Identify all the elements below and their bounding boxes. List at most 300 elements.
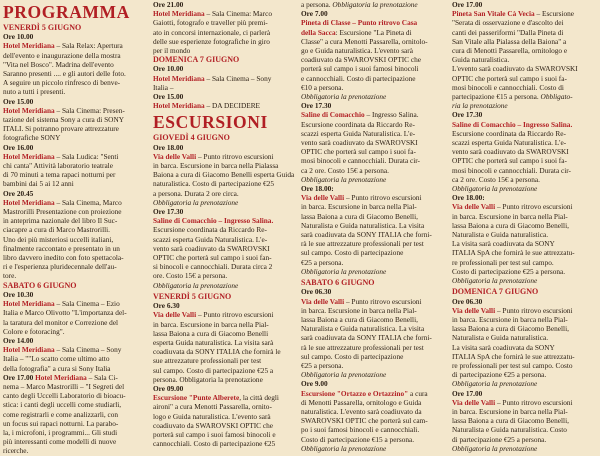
text-line <box>153 402 295 411</box>
line-text: libro davvero inedito con foto spettacola- <box>3 253 124 263</box>
line-text: mosi binocoli e cannocchiali. Costo di <box>452 82 564 92</box>
text-line <box>452 306 598 315</box>
line-text: GIOVEDÌ 4 GIUGNO <box>153 133 230 143</box>
line-text: ITALIA SpA che fornirà le sue attrezzatu- <box>452 351 575 361</box>
line-text: OPTIC che porterà sul campo i suoi fa- <box>452 156 567 166</box>
line-text: vento sarà coadiuvato da SWAROVSKI <box>153 243 270 253</box>
venue-name: Hotel Meridiana <box>153 101 205 111</box>
text-line <box>3 87 149 96</box>
text-line <box>301 0 448 9</box>
line-text: – Punto ritrovo escursioni <box>495 202 573 212</box>
line-text: Naturalista e Guida naturalistica. La visita <box>301 220 425 230</box>
booking-note: Obbligatoria la prenotazione <box>301 266 387 276</box>
text-line <box>3 115 149 124</box>
text-line <box>301 297 448 306</box>
text-line <box>301 343 448 352</box>
text-line <box>301 315 448 324</box>
line-text: delle sue esperienze fotografiche in giro <box>153 36 270 46</box>
venue-name: Saline di Comacchio <box>301 110 365 120</box>
line-text: – Sala Relax: Apertura <box>54 41 123 51</box>
line-text: cannocchiali. Costo di partecipazione €25 <box>153 439 276 449</box>
day-heading <box>301 278 448 287</box>
line-text: San Vitale alla Pialassa della Baiona" a <box>452 36 567 46</box>
day-heading <box>153 55 295 64</box>
text-line <box>153 18 295 27</box>
booking-note: Obbligatoria la prenotazione <box>452 276 538 286</box>
text-line <box>301 28 448 37</box>
event-time: Ore 10.00 <box>3 32 34 42</box>
line-text: – Punto ritrovo escursioni <box>344 193 422 203</box>
line-text: – Sala Ci- <box>86 372 118 382</box>
event-time: Ore 17.30 <box>301 101 332 111</box>
line-text: – Sala Cinema, Marco <box>54 197 122 207</box>
line-text: sue attrezzature professionali per test <box>153 356 262 366</box>
line-text: lassa Baiona a cura di Giacomo Benelli, <box>452 324 569 334</box>
event-time: Ore 17.30 <box>153 207 184 217</box>
line-text: – Sala Cinema – Sony <box>54 345 122 355</box>
line-text: in barca. Escursione in barca nella Pial- <box>452 406 568 416</box>
text-line <box>3 106 149 115</box>
text-line <box>301 370 448 379</box>
text-line <box>153 225 295 234</box>
text-line <box>3 253 149 262</box>
text-line <box>153 9 295 18</box>
text-line <box>301 248 448 257</box>
text-line <box>452 28 598 37</box>
text-line <box>452 379 598 388</box>
booking-note: Obbligatoria la prenotazione <box>153 280 239 290</box>
line-text: Costo di partecipazione €25 a persona. <box>452 266 566 276</box>
text-line <box>301 425 448 434</box>
venue-name: Via delle Valli <box>452 202 496 212</box>
text-line <box>452 435 598 444</box>
text-line <box>3 327 149 336</box>
line-text: L'evento sarà coadiuvato da SWAROVSKI <box>452 64 578 74</box>
line-text: OPTIC che porterà sul campo i suoi fa- <box>301 147 416 157</box>
booking-note: Obbligatoria la prenotazione <box>452 184 538 194</box>
line-text: chi canta" Attività laboratorio teatrale <box>3 161 113 171</box>
line-text: DOMENICA 7 GIUGNO <box>452 287 539 297</box>
line-text: lassa Baiona a cura di Giacomo Benelli, <box>301 211 418 221</box>
line-text: logo e Guida naturalistica. L'evento sarà <box>153 411 271 421</box>
text-line <box>301 147 448 156</box>
line-text: Mastrorilli Presentazione con proiezione <box>3 207 122 217</box>
text-line <box>452 37 598 46</box>
text-line <box>153 262 295 271</box>
line-text: Italia e Marco Olivotto "L'importanza del- <box>3 308 127 318</box>
text-line <box>153 207 295 216</box>
text-line <box>452 297 598 306</box>
text-line <box>3 373 149 382</box>
venue-name: Escursione "Ortazzo e Ortazzino" <box>301 388 409 398</box>
line-text: fotografiche SONY <box>3 133 61 143</box>
text-line <box>3 225 149 234</box>
line-text: come registrarli e come analizzarli, con <box>3 409 119 419</box>
line-text: ca 2 ore. Costo 15€ a persona. <box>301 165 389 175</box>
line-text: persona. Obbligatoria la prenotazione <box>153 374 263 384</box>
text-line <box>301 258 448 267</box>
text-line <box>153 430 295 439</box>
line-text: Classe" a cura Menotti Passarella, ornitolo- <box>301 36 428 46</box>
line-text: SABATO 6 GIUGNO <box>301 278 375 288</box>
line-text: SWAROVSKI OPTIC che porterà sul cam- <box>301 416 428 426</box>
line-text: €25 a persona. <box>301 360 344 370</box>
text-line <box>153 74 295 83</box>
line-text: a persona. <box>301 0 333 9</box>
line-text: Naturalista e Guida naturalistica. <box>452 333 549 343</box>
line-text: Baiona a cura di Giacomo Benelli esperta Guida <box>153 170 295 180</box>
text-line <box>452 352 598 361</box>
venue-name: Hotel Meridiana <box>3 151 55 161</box>
line-text: – DA DECIDERE <box>204 101 261 111</box>
text-line <box>153 375 295 384</box>
text-line <box>153 310 295 319</box>
line-text: finalmente raccontato e presentato in un <box>3 243 120 253</box>
line-text: – Sala Cinema: Marco <box>204 9 272 19</box>
text-line <box>301 83 448 92</box>
text-line <box>301 166 448 175</box>
text-line <box>3 60 149 69</box>
text-line <box>153 281 295 290</box>
text-line <box>301 379 448 388</box>
text-line <box>452 175 598 184</box>
line-text: coadiuvato da SWAROVSKI OPTIC che <box>301 55 421 65</box>
text-line <box>3 161 149 170</box>
text-line <box>153 161 295 170</box>
line-text: la taratura del monitor e Correzione del <box>3 317 119 327</box>
venue-name: Saline di Comacchio – Ingresso Salina. <box>153 216 274 226</box>
text-line <box>452 361 598 370</box>
booking-note: Obbligatoria la prenotazione <box>301 443 387 453</box>
line-text: esperta Guida naturalistica. La visita sarà <box>153 337 274 347</box>
text-line <box>153 271 295 280</box>
text-line <box>3 32 149 41</box>
text-line <box>153 347 295 356</box>
line-text: ricerche. <box>3 446 29 456</box>
text-line <box>452 333 598 342</box>
text-line <box>452 74 598 83</box>
booking-note: Obbligatoria la prenotazione <box>153 197 239 207</box>
text-line <box>301 37 448 46</box>
event-time: Ore 15.00 <box>3 96 34 106</box>
text-line <box>452 324 598 333</box>
line-text: di Menotti Passarella, ornitologo e Guida <box>301 397 422 407</box>
line-text: mosi binocoli e cannocchiali. Durata cir- <box>301 156 420 166</box>
line-text: canto degli Uccelli Laboratorio di bioacu- <box>3 391 126 401</box>
text-line <box>452 343 598 352</box>
line-text: in barca. Escursione in barca nella Pial- <box>301 305 417 315</box>
text-line <box>3 437 149 446</box>
line-text: vento sarà coadiuvato da SWAROVSKI <box>452 147 569 157</box>
line-text: coadiuvata da SONY ITALIA che fornirà le <box>153 347 281 357</box>
line-text: Escursione coordinata da Riccardo Re- <box>452 128 566 138</box>
text-line <box>3 262 149 271</box>
text-line <box>3 207 149 216</box>
text-line <box>452 276 598 285</box>
event-time: Ore 06.30 <box>301 287 332 297</box>
text-line <box>452 258 598 267</box>
line-text: dell'evento e inaugurazione della mostra <box>3 50 121 60</box>
text-line <box>3 124 149 133</box>
text-line <box>452 425 598 434</box>
text-line <box>3 244 149 253</box>
section-title-escursioni: ESCURSIONI <box>153 112 268 133</box>
line-text: "Vita nel Bosco". Madrina dell'evento <box>3 59 114 69</box>
text-line <box>3 410 149 419</box>
text-line <box>452 202 598 211</box>
line-text: vento sarà coadiuvato da SWAROVSKI <box>301 138 418 148</box>
column-escursioni <box>153 0 295 448</box>
text-line <box>153 46 295 55</box>
line-text: di partecipazione €25 a persona. <box>452 370 547 380</box>
text-line <box>452 315 598 324</box>
text-line <box>153 170 295 179</box>
line-text: re professionali per test sul campo. <box>452 257 554 267</box>
venue-name: Hotel Meridiana <box>3 345 55 355</box>
event-time: Ore 9.00 <box>301 379 328 389</box>
line-text: SABATO 6 GIUGNO <box>3 280 77 290</box>
line-text: Naturalista e Guida naturalistica. Costo <box>452 425 567 435</box>
line-text: in anteprima nazionale del libro Il Suc- <box>3 216 118 226</box>
text-line <box>452 46 598 55</box>
column-escursioni-2 <box>301 0 448 453</box>
text-line <box>153 198 295 207</box>
text-line <box>301 202 448 211</box>
line-text: Gaiotti, fotografo e traveller più premi- <box>153 18 268 28</box>
line-text: Uno dei più misteriosi uccelli italiani, <box>3 234 114 244</box>
line-text: di partecipazione €25 a persona. <box>452 434 547 444</box>
line-text: ITALIA SpA che fornirà le sue attrezzatu- <box>452 248 575 258</box>
line-text: – Sala Cinema – Sony <box>204 73 272 83</box>
text-line <box>153 0 295 9</box>
line-text: in barca. Escursione in barca nella Pial- <box>153 319 269 329</box>
line-text: "Serata di osservazione e d'ascolto dei <box>452 18 564 28</box>
line-text: più interessanti come modelli di nuove <box>3 437 117 447</box>
text-line <box>452 184 598 193</box>
line-text: tore. <box>3 271 17 281</box>
text-line <box>153 152 295 161</box>
text-line <box>153 439 295 448</box>
line-text: po i suoi famosi binocoli e cannocchiali. <box>301 425 420 435</box>
text-line <box>153 356 295 365</box>
line-text: Colore e fotoracing". <box>3 326 65 336</box>
venue-name: Hotel Meridiana <box>153 73 205 83</box>
text-line <box>3 41 149 50</box>
line-text: si binocoli e cannocchiali. Durata circa 2 <box>153 262 273 272</box>
line-text: a cura <box>408 388 428 398</box>
text-line <box>301 435 448 444</box>
line-text: go e Guida naturalistica. L'evento sarà <box>301 46 413 56</box>
text-line <box>153 244 295 253</box>
line-text: rà le sue attrezzature professionali per test <box>301 239 424 249</box>
booking-note: Obbligatoria la prenotazione <box>332 0 418 9</box>
text-line <box>153 235 295 244</box>
text-line <box>153 384 295 393</box>
line-text: scazzi esperta Guida Naturalistica. L'e- <box>452 138 567 148</box>
line-text: a persona. Durata 2 ore circa. <box>153 188 239 198</box>
line-text: lassa Baiona a cura di Giacomo Benelli <box>153 328 269 338</box>
text-line <box>452 147 598 156</box>
section-title-programma: PROGRAMMA <box>3 2 130 22</box>
text-line <box>153 37 295 46</box>
text-line <box>452 18 598 27</box>
line-text: Saranno presenti .... e gli autori delle foto. <box>3 69 126 79</box>
venue-name: Hotel Meridiana <box>3 41 55 51</box>
event-time: Ore 17.00 <box>3 372 34 382</box>
line-text: – Punto ritrovo escursioni <box>344 296 422 306</box>
text-line <box>3 69 149 78</box>
line-text: , la città degli <box>239 393 279 403</box>
text-line <box>301 110 448 119</box>
text-line <box>301 55 448 64</box>
venue-name: Hotel Meridiana <box>3 105 55 115</box>
text-line <box>3 364 149 373</box>
text-line <box>153 301 295 310</box>
text-line <box>301 175 448 184</box>
event-time: Ore 7.00 <box>301 9 328 19</box>
line-text: nema – Marco Mastrorilli – "I Segreti del <box>3 381 125 391</box>
text-line <box>3 391 149 400</box>
line-text: in barca. Escursione in barca nella Pial- <box>452 211 568 221</box>
line-text: – Punto ritrovo escursioni <box>495 397 573 407</box>
text-line <box>301 230 448 239</box>
venue-name: Hotel Meridiana <box>3 197 55 207</box>
text-line <box>452 83 598 92</box>
line-text: Italia – <box>153 82 174 92</box>
day-heading <box>153 133 295 142</box>
event-time: Ore 16.00 <box>3 142 34 152</box>
event-time: Ore 06.30 <box>452 296 483 306</box>
text-line <box>452 230 598 239</box>
line-text: coadiuvato da SWAROVSKI OPTIC che <box>153 420 273 430</box>
venue-name: Via delle Valli <box>153 310 197 320</box>
line-text: sul campo. Costo di partecipazione <box>301 248 404 258</box>
line-text: porterà sul campo i suoi famosi binocoli <box>301 64 419 74</box>
line-text: ca 2 ore. Costo 15€ a persona. <box>452 174 540 184</box>
text-line <box>301 138 448 147</box>
text-line <box>3 299 149 308</box>
text-line <box>301 239 448 248</box>
line-text: naturalistica. Costo di partecipazione €25 <box>153 179 274 189</box>
text-line <box>153 143 295 152</box>
event-time: Ore 15.00 <box>153 92 184 102</box>
line-text: Escursione coordinata da Riccardo Re- <box>153 225 267 235</box>
line-text: bambini dai 5 ai 12 anni <box>3 179 74 189</box>
line-text: di 70 minuti a tema rapaci notturni per <box>3 170 116 180</box>
line-text: e cannocchiali. Costo di partecipazione <box>301 73 416 83</box>
line-text: Italia – ""Lo scatto come ultimo atto <box>3 354 110 364</box>
day-heading <box>3 23 149 32</box>
text-line <box>3 382 149 391</box>
line-text: – Punto ritrovo escursioni <box>196 151 274 161</box>
venue-name: Via delle Valli <box>301 296 345 306</box>
event-time: Ore 18.00: <box>301 184 334 194</box>
text-line <box>301 444 448 453</box>
event-time: Ore 21.00 <box>153 0 184 9</box>
text-line <box>452 239 598 248</box>
text-line <box>452 138 598 147</box>
text-line <box>301 92 448 101</box>
text-line <box>301 324 448 333</box>
line-text: rà le sue attrezzature professionali per test <box>301 342 424 352</box>
text-line <box>3 318 149 327</box>
text-line <box>153 92 295 101</box>
line-text: stica: i canti degli uccelli come studiarli, <box>3 400 122 410</box>
venue-name: Pineta di Classe – Punto ritrovo Casa <box>301 18 418 28</box>
text-line <box>301 221 448 230</box>
venue-name: Via delle Valli <box>153 151 197 161</box>
text-line <box>452 416 598 425</box>
text-line <box>301 287 448 296</box>
text-line <box>153 329 295 338</box>
venue-name: Saline di Comacchio – Ingresso Salina. <box>452 119 573 129</box>
text-line <box>452 156 598 165</box>
line-text: Escursione coordinata da Riccardo Re- <box>301 119 415 129</box>
text-line <box>3 345 149 354</box>
venue-name: Via delle Valli <box>301 193 345 203</box>
event-time: Ore 18.00: <box>452 193 485 203</box>
booking-note: ria la prenotazione <box>452 101 508 111</box>
text-line <box>3 170 149 179</box>
event-time: Ore 17.00 <box>452 0 483 9</box>
booking-note: Obbligatoria la prenotazione <box>301 174 387 184</box>
line-text: canti dei passeriformi "Dalla Pineta di <box>452 27 564 37</box>
text-line <box>301 156 448 165</box>
booking-note: Obbligato- <box>540 92 573 102</box>
event-time: Ore 14.00 <box>3 335 34 345</box>
text-line <box>153 338 295 347</box>
text-line <box>3 354 149 363</box>
text-line <box>301 333 448 342</box>
text-line <box>153 216 295 225</box>
line-text: – Punto ritrovo escursioni <box>495 305 573 315</box>
text-line <box>452 212 598 221</box>
line-text: VENERDÌ 5 GIUGNO <box>153 291 232 301</box>
booking-note: Obbligatoria la prenotazione <box>452 379 538 389</box>
text-line <box>452 129 598 138</box>
line-text: ciacapre a cura di Marco Mastrorilli. <box>3 225 110 235</box>
text-line <box>301 9 448 18</box>
venue-name: Via delle Valli <box>452 305 496 315</box>
line-text: : Escursione "La Pineta di <box>335 27 412 37</box>
line-text: – Sala Ludica: "Senti <box>54 151 119 161</box>
text-line <box>3 235 149 244</box>
venue-name: Hotel Meridiana <box>153 9 205 19</box>
text-line <box>153 189 295 198</box>
text-line <box>301 352 448 361</box>
text-line <box>301 361 448 370</box>
text-line <box>452 120 598 129</box>
line-text: porterà sul campo i suoi famosi binocoli e <box>153 429 276 439</box>
text-line <box>3 198 149 207</box>
text-line <box>452 389 598 398</box>
line-text: mosi binocoli e cannocchiali. Durata cir- <box>452 165 571 175</box>
text-line <box>301 407 448 416</box>
text-line <box>153 412 295 421</box>
line-text: partecipazione €15 a persona. <box>452 92 541 102</box>
text-line <box>452 101 598 110</box>
line-text: €25 a persona. <box>301 257 344 267</box>
text-line <box>452 9 598 18</box>
line-text: – Ingresso Salina. <box>364 110 419 120</box>
line-text: La visita sarà coadiuvata da SONY <box>452 239 555 249</box>
text-line <box>301 46 448 55</box>
line-text: della fotografia" a cura si Sony Italia <box>3 363 111 373</box>
venue-name: Via delle Valli <box>452 397 496 407</box>
text-line <box>153 83 295 92</box>
text-line <box>301 212 448 221</box>
venue-name: Hotel Meridiana <box>3 299 55 309</box>
